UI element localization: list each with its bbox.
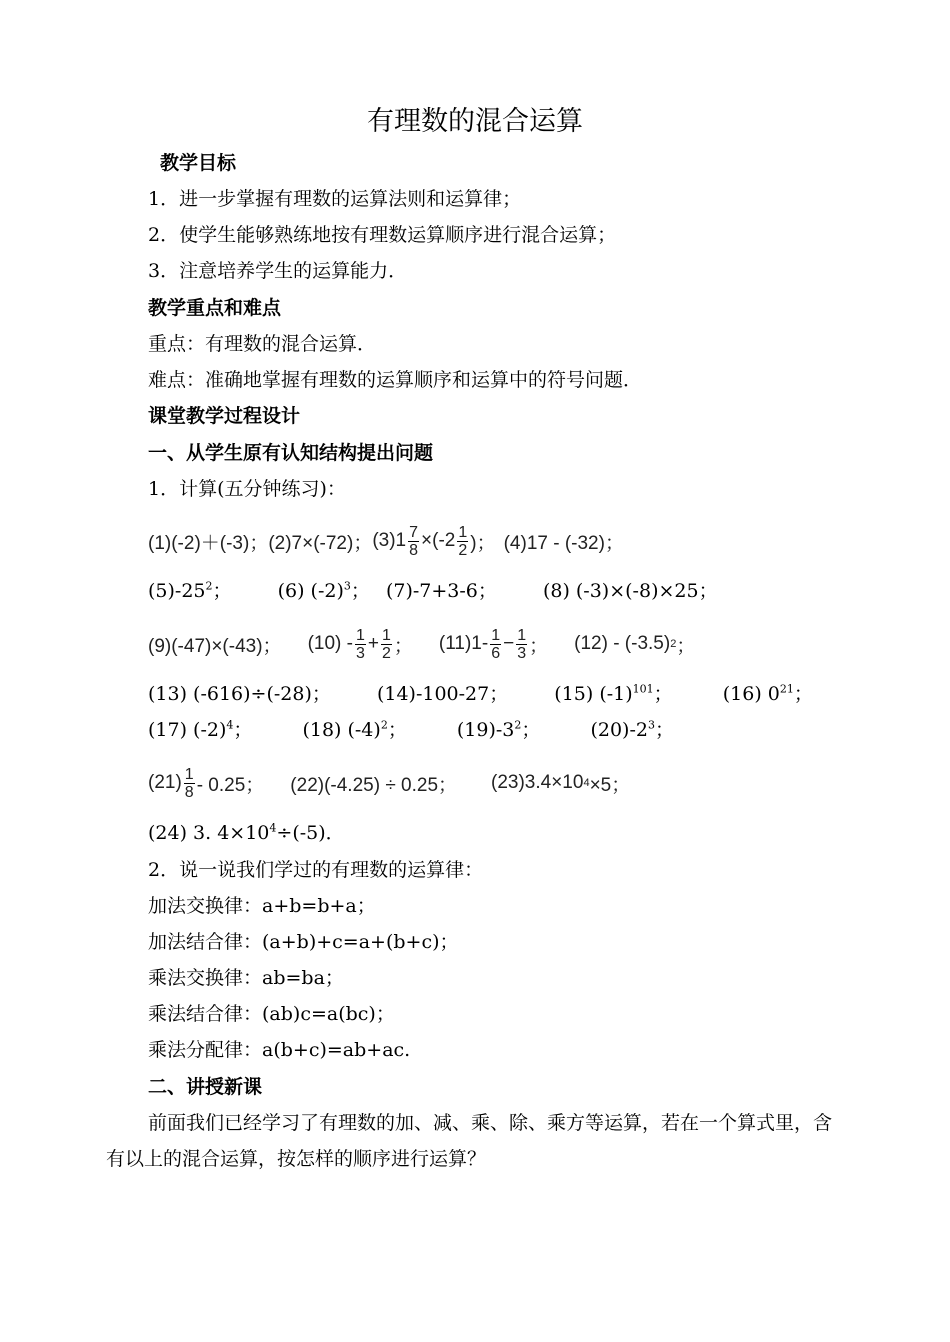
fraction: $\frac{1}{3}$	[355, 626, 365, 662]
goal-item: 3．注意培养学生的运算能力．	[148, 260, 408, 282]
law-item: 加法结合律：(a+b)+c=a+(b+c)；	[148, 931, 459, 953]
goal-item: 1．进一步掌握有理数的运算法则和运算律；	[148, 188, 522, 210]
exercise-item: (22)(-4.25) ÷ 0.25；	[290, 774, 458, 796]
exercise-row	[148, 579, 718, 603]
law-item: 乘法分配律：a(b+c)=ab+ac.	[148, 1039, 411, 1061]
fraction: $\frac{7}{8}$	[409, 523, 419, 559]
exercise-item: (8) (-3)×(-8)×25；	[542, 580, 718, 602]
exercise-item: (24) 3. $4\times 10^4\div(-5)$．	[148, 821, 345, 844]
exercise-row	[148, 617, 695, 671]
exercise-item: (17) $(-2)^4$；	[148, 718, 253, 741]
exercise-row	[148, 682, 813, 706]
section1-heading: 一、从学生原有认知结构提出问题	[148, 442, 434, 464]
exercise-item: (11)1- $\frac{1}{6}$ − $\frac{1}{3}$ ；	[438, 626, 549, 662]
law-item: 加法交换律：a+b=b+a；	[148, 895, 376, 917]
exercise-item: (14)-100-27；	[376, 683, 509, 705]
exercise-item: (21) $\frac{1}{8}$ - 0.25；	[148, 765, 265, 801]
design-heading: 课堂教学过程设计	[148, 405, 301, 427]
exercise-item: (1)(-2)＋(-3)；	[148, 532, 269, 554]
exercise-item: $(19)-3^2$；	[456, 718, 541, 741]
exercise-item: (13) (-616)÷(-28)；	[148, 683, 331, 705]
exercise-item: (3)1 $\frac{7}{8}$ ×(-2 $\frac{1}{2}$ )；	[372, 523, 496, 559]
exercise-row	[148, 718, 674, 742]
fraction: $\frac{1}{8}$	[184, 765, 194, 801]
fraction: $\frac{1}{2}$	[381, 626, 391, 662]
exercise-item: $(5)-25^2$；	[148, 579, 232, 602]
exercise-item: (16) $0^{21}$；	[722, 682, 813, 705]
goals-heading: 教学目标	[160, 152, 237, 174]
page-title: 有理数的混合运算	[367, 106, 583, 137]
goal-item: 2．使学生能够熟练地按有理数运算顺序进行混合运算；	[148, 224, 617, 246]
exercise-item: (12) - (-3.5) 2 ；	[574, 633, 696, 657]
fraction: $\frac{1}{3}$	[517, 626, 527, 662]
calc-intro: 1．计算(五分钟练习)：	[148, 478, 346, 500]
exercise-item: (4)17 - (-32)；	[503, 532, 624, 554]
exercise-item: (23)3.4×10 4 ×5；	[491, 772, 631, 796]
exercise-item: (10) - $\frac{1}{3}$ + $\frac{1}{2}$ ；	[307, 626, 413, 662]
difficulty-text: 难点：准确地掌握有理数的运算顺序和运算中的符号问题．	[148, 369, 643, 391]
exercise-item: (2)7×(-72)；	[268, 532, 373, 554]
exercise-item: $(20)-2^3$；	[590, 718, 674, 741]
exercise-row	[148, 821, 345, 845]
fraction: $\frac{1}{2}$	[458, 523, 468, 559]
laws-intro: 2．说一说我们学过的有理数的运算律：	[148, 859, 484, 881]
keypoints-heading: 教学重点和难点	[148, 297, 282, 319]
exercise-item: (9)(-47)×(-43)；	[148, 635, 282, 657]
fraction: $\frac{1}{6}$	[491, 626, 501, 662]
exercise-item: (6) $(-2)^3$；	[277, 579, 370, 602]
section2-heading: 二、讲授新课	[148, 1076, 263, 1098]
body-paragraph: 前面我们已经学习了有理数的加、减、乘、除、乘方等运算，若在一个算式里，含有以上的混合运算，按怎样的顺序进行运算？	[106, 1112, 833, 1170]
law-item: 乘法交换律：ab=ba；	[148, 967, 344, 989]
keypoint-text: 重点：有理数的混合运算．	[148, 333, 377, 355]
exercise-row	[148, 756, 630, 810]
exercise-item: (15) $(-1)^{101}$；	[554, 682, 673, 705]
exercise-row	[148, 514, 624, 568]
law-item: 乘法结合律：(ab)c=a(bc)；	[148, 1003, 395, 1025]
exercise-item: (18) $(-4)^2$；	[302, 718, 407, 741]
exercise-item: (7)-7+3-6；	[385, 580, 497, 602]
